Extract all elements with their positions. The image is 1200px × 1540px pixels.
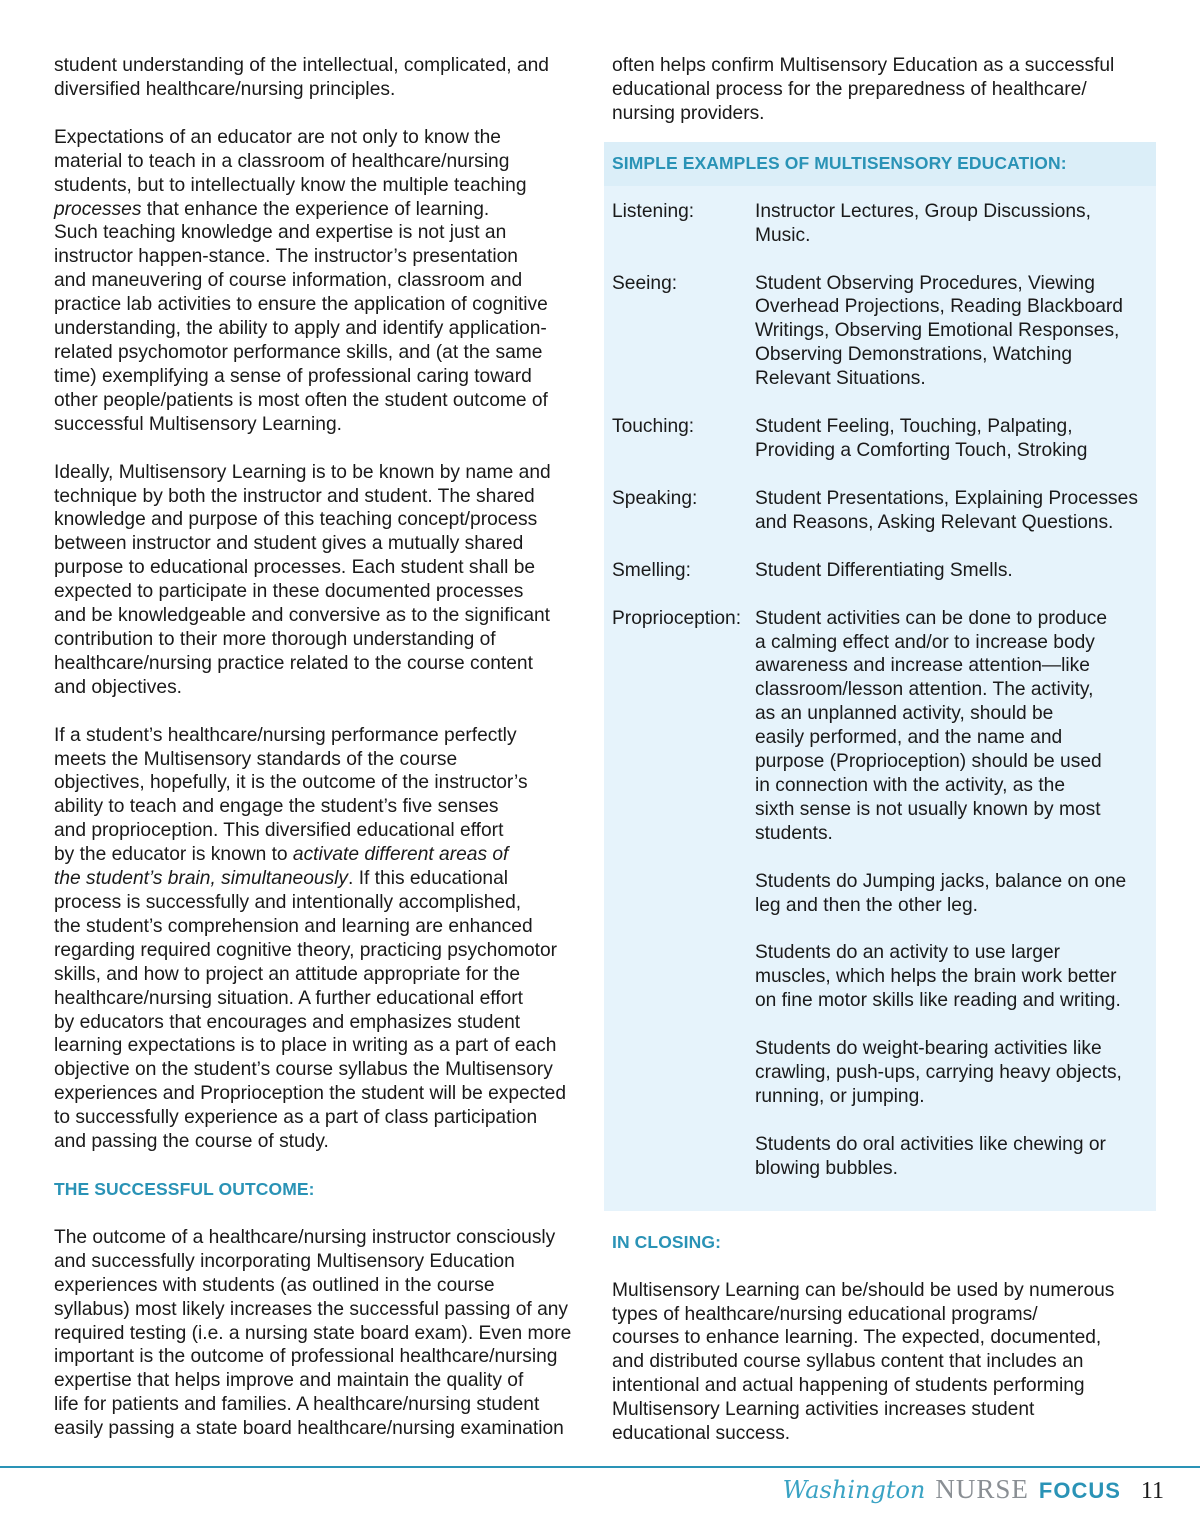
text-line: awareness and increase attention—like	[755, 655, 1090, 677]
page-number: 11	[1140, 1478, 1164, 1504]
example-sub-activity	[755, 870, 1148, 918]
text-line: skills, and how to project an attitude appropriate for the	[54, 963, 521, 985]
heading-successful-outcome: THE SUCCESSFUL OUTCOME:	[54, 1178, 315, 1199]
example-label: Proprioception:	[612, 607, 742, 629]
text-line: Student activities can be done to produce	[755, 607, 1108, 629]
closing-paragraph	[612, 1279, 1156, 1446]
sidebar-header	[604, 142, 1156, 186]
text-line: time) exemplifying a sense of professional caring toward	[54, 365, 532, 387]
paragraph-3	[54, 461, 594, 700]
heading-in-closing: IN CLOSING:	[612, 1231, 722, 1252]
text-line: important is the outcome of professional healthcare/nursing	[54, 1346, 558, 1368]
text-line: The outcome of a healthcare/nursing instructor consciously	[54, 1226, 556, 1248]
text-line: nursing providers.	[612, 102, 765, 124]
text-line: technique by both the instructor and student. The shared	[54, 485, 535, 507]
example-row	[612, 200, 1148, 248]
text-line: students.	[755, 822, 833, 844]
example-description	[755, 487, 1148, 535]
text-line: If a student’s healthcare/nursing performance perfectly	[54, 724, 517, 746]
text-line: contribution to their more thorough understanding of	[54, 628, 496, 650]
text-line: classroom/lesson attention. The activity,	[755, 679, 1094, 701]
text-line: understanding, the ability to apply and identify application-	[54, 318, 547, 340]
example-label: Smelling:	[612, 559, 691, 581]
text-line: student understanding of the intellectual, complicated, and	[54, 55, 549, 76]
text-line: related psychomotor performance skills, and (at the same	[54, 341, 543, 363]
right-column	[604, 54, 1156, 1470]
text-line: muscles, which helps the brain work better	[755, 966, 1117, 988]
text-line: process is successfully and intentionally accomplished,	[54, 892, 522, 913]
text-line: types of healthcare/nursing educational programs/	[612, 1303, 1038, 1325]
text-line: Students do an activity to use larger	[755, 942, 1061, 964]
example-row	[612, 607, 1148, 1181]
text-line: easily passing a state board healthcare/nursing examination	[54, 1418, 564, 1440]
logo-focus: FOCUS	[1038, 1478, 1121, 1503]
text-line: processes that enhance the experience of learning.	[54, 198, 490, 220]
left-column	[54, 54, 594, 1465]
logo-nurse: NURSE	[935, 1474, 1029, 1504]
text-line: healthcare/nursing practice related to the course content	[54, 652, 533, 674]
text-line: syllabus) most likely increases the successful passing of any	[54, 1298, 569, 1320]
text-line: material to teach in a classroom of healthcare/nursing	[54, 150, 510, 172]
text-line: as an unplanned activity, should be	[755, 703, 1054, 725]
text-line: intentional and actual happening of students performing	[612, 1375, 1085, 1397]
text-line: between instructor and student gives a mutually shared	[54, 533, 524, 555]
footer-rule	[0, 1466, 1200, 1468]
example-description	[755, 415, 1148, 463]
text-line: educational success.	[612, 1423, 791, 1445]
example-label: Listening:	[612, 200, 695, 222]
text-line: Student Presentations, Explaining Processes	[755, 487, 1138, 509]
example-row	[612, 487, 1148, 535]
text-line: in connection with the activity, as the	[755, 774, 1066, 796]
text-line: expertise that helps improve and maintain the quality of	[54, 1370, 524, 1392]
example-description	[755, 559, 1148, 583]
text-line: Providing a Comforting Touch, Stroking	[755, 439, 1088, 461]
text-line: Music.	[755, 224, 811, 246]
text-line: healthcare/nursing situation. A further educational effort	[54, 987, 523, 1009]
example-sub-activity	[755, 1133, 1148, 1181]
text-line: Writings, Observing Emotional Responses,	[755, 320, 1120, 342]
text-line: on fine motor skills like reading and writing.	[755, 990, 1121, 1012]
text-line: a calming effect and/or to increase body	[755, 631, 1095, 653]
text-line: practice lab activities to ensure the application of cognitive	[54, 294, 548, 316]
text-line: objectives, hopefully, it is the outcome of the instructor’s	[54, 772, 528, 794]
example-label: Seeing:	[612, 272, 678, 294]
example-sub-activity	[755, 1037, 1148, 1109]
text-line: Observing Demonstrations, Watching	[755, 344, 1073, 366]
text-line: and be knowledgeable and conversive as to the significant	[54, 605, 551, 627]
text-line: purpose to educational processes. Each student shall be	[54, 557, 536, 579]
text-line: students, but to intellectually know the multiple teaching	[54, 174, 527, 196]
text-line: ability to teach and engage the student’s five senses	[54, 796, 499, 818]
text-line: Relevant Situations.	[755, 368, 926, 390]
example-description	[755, 272, 1148, 392]
text-line: easily performed, and the name and	[755, 727, 1063, 749]
example-row	[612, 415, 1148, 463]
example-description	[755, 200, 1148, 248]
text-line: life for patients and families. A healthcare/nursing student	[54, 1394, 540, 1416]
text-line: purpose (Proprioception) should be used	[755, 751, 1102, 773]
paragraph-4	[54, 724, 594, 1154]
text-line: Expectations of an educator are not only to know the	[54, 126, 501, 148]
text-line: and proprioception. This diversified educational effort	[54, 820, 504, 842]
text-line: educational process for the preparedness of healthcare/	[612, 78, 1087, 100]
text-line: Instructor Lectures, Group Discussions,	[755, 200, 1091, 222]
paragraph-5	[54, 1226, 594, 1441]
text-line: Multisensory Learning activities increases student	[612, 1399, 1035, 1421]
text-line: other people/patients is most often the student outcome of	[54, 389, 548, 411]
example-sub-activity	[755, 941, 1148, 1013]
example-label: Speaking:	[612, 487, 698, 509]
text-line: Ideally, Multisensory Learning is to be known by name and	[54, 461, 551, 483]
text-line: and maneuvering of course information, classroom and	[54, 270, 523, 292]
text-line: leg and then the other leg.	[755, 894, 978, 916]
text-line: Such teaching knowledge and expertise is not just an	[54, 222, 507, 244]
text-line: and Reasons, Asking Relevant Questions.	[755, 511, 1114, 533]
text-line: required testing (i.e. a nursing state board exam). Even more	[54, 1322, 572, 1344]
text-line: meets the Multisensory standards of the course	[54, 748, 458, 770]
heading-simple-examples: SIMPLE EXAMPLES OF MULTISENSORY EDUCATION:	[612, 152, 1067, 173]
text-line: diversified healthcare/nursing principles.	[54, 78, 396, 100]
text-line: running, or jumping.	[755, 1086, 925, 1107]
text-line: and distributed course syllabus content that includes an	[612, 1351, 1084, 1373]
example-row	[612, 272, 1148, 392]
examples-sidebar	[604, 142, 1156, 1211]
text-line: by educators that encourages and emphasizes student	[54, 1011, 521, 1033]
paragraph-1	[54, 54, 594, 102]
text-line: Multisensory Learning can be/should be used by numerous	[612, 1279, 1115, 1301]
text-line: Students do Jumping jacks, balance on one	[755, 870, 1127, 892]
text-line: to successfully experience as a part of class participation	[54, 1107, 538, 1129]
text-line: the student’s comprehension and learning are enhanced	[54, 915, 533, 937]
text-line: experiences and Proprioception the student will be expected	[54, 1083, 566, 1105]
example-description	[755, 607, 1148, 1181]
text-line: and passing the course of study.	[54, 1131, 329, 1153]
text-line: successful Multisensory Learning.	[54, 413, 342, 435]
text-line: blowing bubbles.	[755, 1157, 898, 1179]
example-label: Touching:	[612, 416, 695, 438]
text-line: instructor happen-stance. The instructor’s presentation	[54, 246, 518, 268]
text-line: expected to participate in these documented processes	[54, 581, 524, 603]
closing-section	[604, 1231, 1156, 1446]
text-line: often helps confirm Multisensory Education as a successful	[612, 55, 1115, 76]
text-line: objective on the student’s course syllabus the Multisensory	[54, 1059, 553, 1081]
text-line: Student Differentiating Smells.	[755, 559, 1013, 581]
text-line: Students do oral activities like chewing or	[755, 1133, 1106, 1155]
paragraph-2	[54, 126, 594, 437]
example-row	[612, 559, 1148, 583]
text-line: Student Observing Procedures, Viewing	[755, 272, 1095, 294]
text-line: Overhead Projections, Reading Blackboard	[755, 296, 1123, 318]
text-line: knowledge and purpose of this teaching concept/process	[54, 509, 538, 531]
text-line: crawling, push-ups, carrying heavy objects,	[755, 1062, 1122, 1084]
text-line: Student Feeling, Touching, Palpating,	[755, 416, 1073, 438]
text-line: learning expectations is to place in writing as a part of each	[54, 1035, 557, 1057]
text-line: courses to enhance learning. The expected, documented,	[612, 1327, 1102, 1349]
text-line: experiences with students (as outlined in the course	[54, 1274, 495, 1296]
examples-list	[604, 186, 1156, 1211]
right-intro-paragraph	[604, 54, 1156, 126]
text-line: and objectives.	[54, 676, 182, 698]
text-line: the student’s brain, simultaneously. If this educational	[54, 868, 509, 890]
text-line: and successfully incorporating Multisensory Education	[54, 1250, 515, 1272]
text-line: sixth sense is not usually known by most	[755, 798, 1101, 820]
text-line: Students do weight-bearing activities like	[755, 1038, 1102, 1060]
footer	[783, 1474, 1164, 1504]
logo-washington: Washington	[782, 1476, 926, 1504]
text-line: by the educator is known to activate different areas of	[54, 844, 509, 866]
text-line: regarding required cognitive theory, practicing psychomotor	[54, 939, 558, 961]
